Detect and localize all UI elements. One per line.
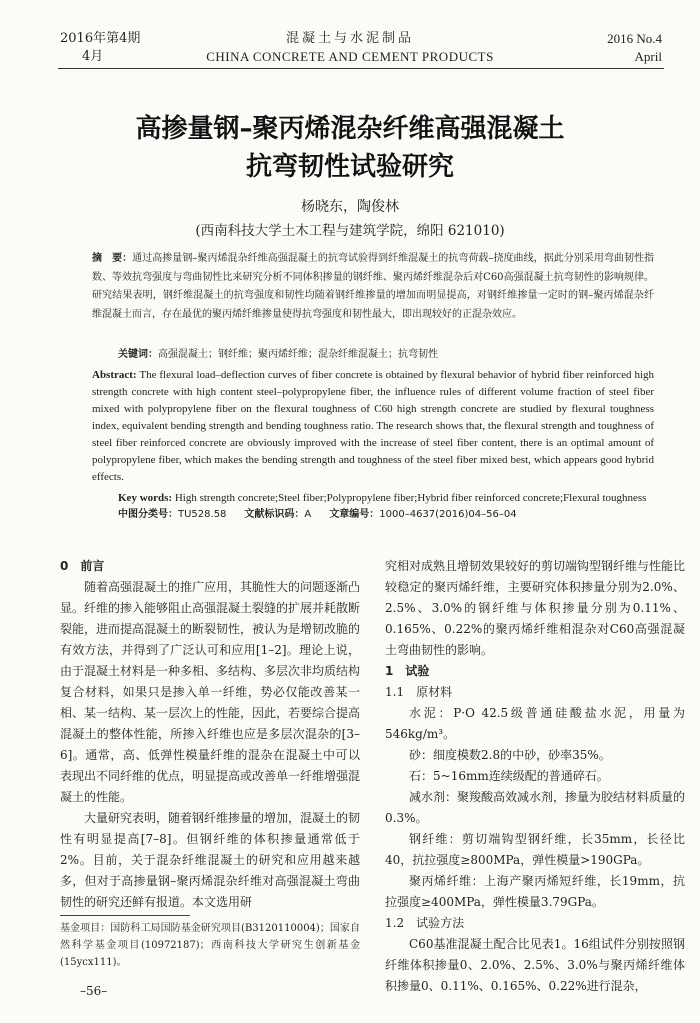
material-reducer: 减水剂：聚羧酸高效减水剂，掺量为胶结材料质量的0.3%。 xyxy=(385,790,686,825)
journal-name-en: CHINA CONCRETE AND CEMENT PRODUCTS xyxy=(206,49,494,64)
header-month-en: April xyxy=(634,49,662,64)
article-id: 1000–4637(2016)04–56–04 xyxy=(379,509,517,520)
keywords-en xyxy=(118,490,658,506)
header-month: 4月 xyxy=(82,49,104,64)
abstract-cn xyxy=(92,250,654,324)
keywords-cn-text: 高强混凝土；钢纤维；聚丙烯纤维；混杂纤维混凝土；抗弯韧性 xyxy=(158,349,438,360)
keywords-en-label: Key words: xyxy=(118,492,173,504)
header-journal xyxy=(0,30,700,66)
material-cement: 水泥：P·O 42.5级普通硅酸盐水泥，用量为546kg/m³。 xyxy=(385,706,685,741)
right-column xyxy=(385,556,685,997)
abstract-cn-label: 摘 要： xyxy=(92,253,133,264)
doc-code-label: 文献标识码： xyxy=(244,509,305,520)
clc-code: TU528.58 xyxy=(178,509,227,520)
material-pp-fiber: 聚丙烯纤维：上海产聚丙烯短纤维，长19mm，抗拉强度≥400MPa，弹性模量3.79GPa。 xyxy=(385,874,685,909)
material-sand: 砂：细度模数2.8的中砂，砂率35%。 xyxy=(409,748,611,762)
affiliation: (西南科技大学土木工程与建筑学院，绵阳 621010) xyxy=(195,223,505,239)
journal-name-cn: 混凝土与水泥制品 xyxy=(285,31,414,46)
title-line-1: 高掺量钢–聚丙烯混杂纤维高强混凝土 xyxy=(135,114,565,144)
abstract-en xyxy=(92,367,654,486)
article-id-label: 文章编号： xyxy=(329,509,380,520)
section-1-heading: 1 试验 xyxy=(385,664,430,678)
intro-paragraph-2: 大量研究表明，随着钢纤维掺量的增加，混凝土的韧性有明显提高[7–8]。但钢纤维的体积掺量通常低于2%。目前，关于混杂纤维混凝土的研究和应用越来越多，但对于高掺量钢–聚丙烯混杂纤维对高强混凝土弯曲韧性的研究还鲜有报道。本文选用研 xyxy=(60,811,361,909)
authors: 杨晓东，陶俊林 xyxy=(301,199,399,215)
title-line-2: 抗弯韧性试验研究 xyxy=(245,152,454,182)
material-steel-fiber: 钢纤维：剪切端钩型钢纤维，长35mm，长径比40，抗拉强度≥800MPa，弹性模量>190GPa。 xyxy=(385,832,685,867)
header-no: 2016 No.4 xyxy=(607,31,662,46)
header-number xyxy=(607,30,662,66)
header-divider xyxy=(58,68,664,69)
keywords-en-text: High strength concrete;Steel fiber;Polypropylene fiber;Hybrid fiber reinforced concrete;Flexural toughness xyxy=(174,492,647,504)
abstract-cn-text: 通过高掺量钢–聚丙烯混杂纤维高强混凝土的抗弯试验得到纤维混凝土的抗弯荷载–挠度曲线，据此分别采用弯曲韧性指数、等效抗弯强度与弯曲韧性比来研究分析不同体积掺量的钢纤维、聚丙烯纤维混杂后对C60高强混凝土抗弯韧性的影响规律。研究结果表明，钢纤维混凝土的抗弯强度和韧性均随着钢纤维掺量的增加而明显提高，对钢纤维掺量一定时的钢–聚丙烯混杂纤维混凝土而言，存在最优的聚丙烯纤维掺量使得抗弯强度和韧性最大，即出现较好的正混杂效应。 xyxy=(92,253,655,320)
keywords-cn xyxy=(118,347,658,363)
doc-code: A xyxy=(304,509,312,520)
clc-label: 中图分类号： xyxy=(118,509,178,520)
section-1-2-heading: 1.2 试验方法 xyxy=(385,916,465,930)
footnote-divider xyxy=(60,915,190,916)
paper-title xyxy=(0,110,700,186)
abstract-en-text: The flexural load–deflection curves of fiber concrete is obtained by flexural behavior of hybrid fiber reinforced high strength concrete with high content steel–polypropylene fiber, the influence rules of different volume fraction of steel fiber mixed with polypropylene fiber on the flexural toughness of C60 high strength concrete are studied by flexural toughness index, equivalent bending strength and bending toughness ratio. The research shows that, the flexural strength and toughness of steel fiber reinforced concrete are obviously improved with the increase of steel fiber content, there is an optimal amount of polypropylene fiber, which makes the bending strength and toughness of the steel fiber mixed best, which appears good hybrid effects. xyxy=(92,369,654,483)
material-stone: 石：5~16mm连续级配的普通碎石。 xyxy=(409,769,609,783)
header-year-issue: 2016年第4期 xyxy=(60,31,141,46)
abstract-en-label: Abstract: xyxy=(92,369,137,381)
classification-line xyxy=(118,507,658,523)
left-column xyxy=(60,556,360,913)
keywords-cn-label: 关键词： xyxy=(118,349,158,360)
method-paragraph: C60基准混凝土配合比见表1。16组试件分别按照钢纤维体积掺量0、2.0%、2.5%、3.0%与聚丙烯纤维体积掺量0、0.11%、0.165%、0.22%进行混杂， xyxy=(385,937,685,993)
page-number: –56– xyxy=(80,984,108,998)
intro-heading: 0 前言 xyxy=(60,559,105,573)
intro-paragraph-cont: 究相对成熟且增韧效果较好的剪切端钩型钢纤维与性能比较稳定的聚丙烯纤维，主要研究体积掺量分别为2.0%、2.5%、3.0%的钢纤维与体积掺量分别为0.11%、0.165%、0.22%的聚丙烯纤维相混杂对C60高强混凝土弯曲韧性的影响。 xyxy=(385,559,686,657)
section-1-1-heading: 1.1 原材料 xyxy=(385,685,453,699)
funding-footnote: 基金项目：国防科工局国防基金研究项目(B3120110004)；国家自然科学基金项目(10972187)；西南科技大学研究生创新基金(15ycx111)。 xyxy=(60,923,360,968)
intro-paragraph-1: 随着高强混凝土的推广应用，其脆性大的问题逐渐凸显。纤维的掺入能够阻止高强混凝土裂缝的扩展并耗散断裂能，进而提高混凝土的断裂韧性，被认为是增韧改脆的有效方法，并得到了广泛认可和应用[1–2]。理论上说，由于混凝土材料是一种多相、多结构、多层次非均质结构复合材料，如果只是掺入单一纤维，势必仅能改善某一相、某一结构、某一层次上的性能，因此，若要综合提高混凝土的整体性能，所掺入纤维也应是多层次混杂的[3–6]。通常，高、低弹性模量纤维的混杂在混凝土中可以表现出不同纤维的优点，明显提高或改善单一纤维增强混凝土的性能。 xyxy=(60,580,361,804)
